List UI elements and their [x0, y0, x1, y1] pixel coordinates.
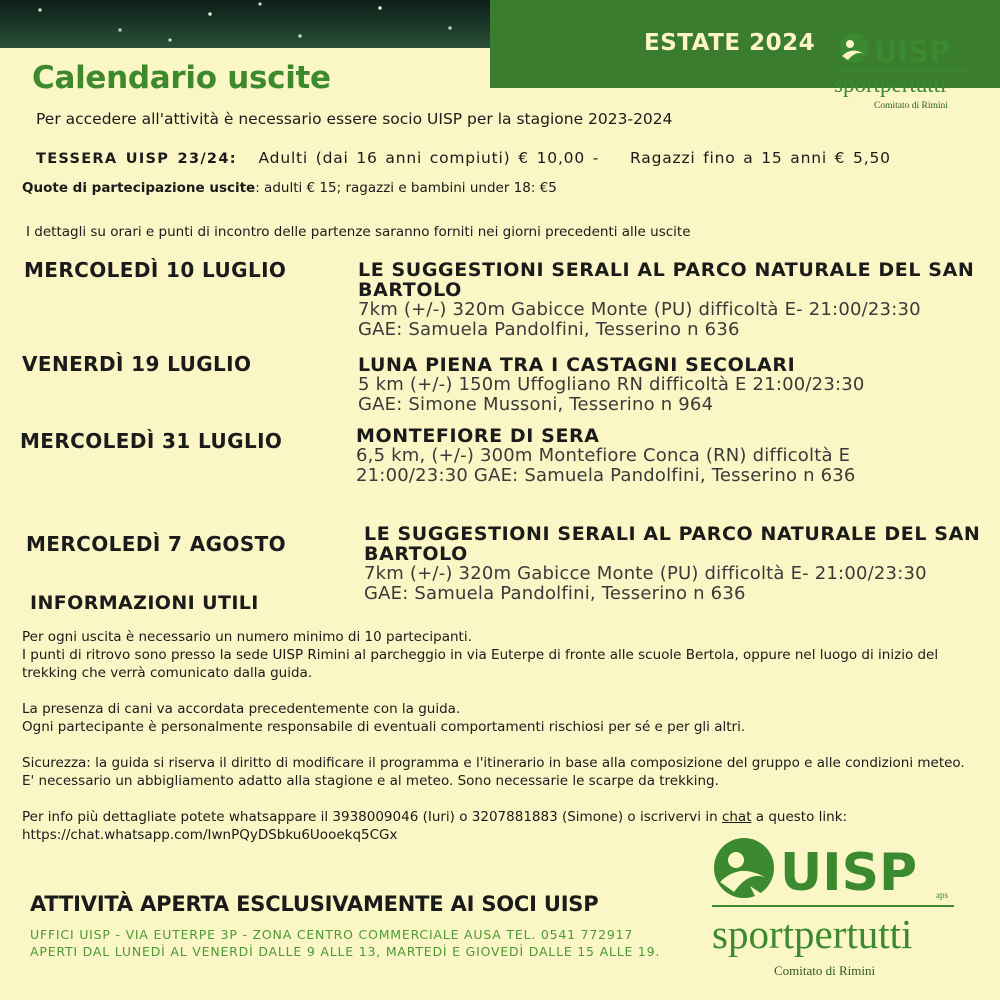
season-label: ESTATE 2024: [644, 30, 816, 56]
fees-text: : adulti € 15; ragazzi e bambini under 18: €5: [255, 180, 557, 196]
info-block: [22, 628, 972, 844]
membership-note: Per accedere all'attività è necessario essere socio UISP per la stagione 2023-2024: [36, 110, 673, 128]
details-note: I dettagli su orari e punti di incontro delle partenze saranno forniti nei giorni precedenti alle uscite: [26, 224, 691, 240]
tessera-label: TESSERA UISP 23/24:: [36, 151, 237, 167]
event-title: LE SUGGESTIONI SERALI AL PARCO NATURALE DEL SAN BARTOLO: [358, 259, 975, 301]
header-photo: [0, 0, 490, 48]
info-heading: INFORMAZIONI UTILI: [30, 592, 259, 614]
runner-icon: [714, 838, 774, 898]
office-address: UFFICI UISP - VIA EUTERPE 3P - ZONA CENTRO COMMERCIALE AUSA TEL. 0541 772917: [30, 927, 634, 942]
logo-aps: aps: [936, 890, 948, 900]
event-guide-line: 21:00/23:30 GAE: Samuela Pandolfini, Tesserino n 636: [356, 465, 856, 486]
event-info-line: 5 km (+/-) 150m Uffogliano RN difficoltà E 21:00/23:30: [358, 374, 865, 395]
uisp-logo-large: [710, 836, 960, 986]
event-title: LE SUGGESTIONI SERALI AL PARCO NATURALE DEL SAN BARTOLO: [364, 523, 981, 565]
chat-link[interactable]: chat: [721, 809, 752, 825]
event-details: [364, 524, 999, 604]
info-min-participants: Per ogni uscita è necessario un numero minimo di 10 partecipanti.: [22, 629, 472, 645]
logo-committee-large: Comitato di Rimini: [774, 963, 876, 978]
event-title: LUNA PIENA TRA I CASTAGNI SECOLARI: [358, 354, 796, 376]
event-guide-line: GAE: Samuela Pandolfini, Tesserino n 636: [358, 319, 740, 340]
event-guide-line: GAE: Simone Mussoni, Tesserino n 964: [358, 394, 714, 415]
info-contact-end: a questo link:: [751, 809, 848, 825]
info-safety: Sicurezza: la guida si riserva il diritto di modificare il programma e l'itinerario in base alla composizione del gruppo e alle condizioni meteo.: [22, 755, 965, 771]
logo-brand-large: UISP: [780, 843, 918, 903]
info-contact-text: Per info più dettagliate potete whatsappare il 3938009046 (Iuri) o 3207881883 (Simone) o iscrivervi in: [22, 809, 722, 825]
info-contact: [22, 808, 972, 826]
tessera-kids: Ragazzi fino a 15 anni € 5,50: [630, 149, 891, 167]
whatsapp-url[interactable]: https://chat.whatsapp.com/IwnPQyDSbku6Uooekq5CGx: [22, 827, 398, 843]
event-date: MERCOLEDÌ 10 LUGLIO: [24, 258, 287, 282]
event-guide-line: GAE: Samuela Pandolfini, Tesserino n 636: [364, 583, 746, 604]
event-details: [358, 260, 993, 340]
event-title: MONTEFIORE DI SERA: [356, 425, 600, 447]
fees-label: Quote di partecipazione uscite: [22, 180, 256, 196]
uisp-logo-small: [834, 30, 974, 114]
event-date: VENERDÌ 19 LUGLIO: [22, 352, 252, 376]
tessera-adults: Adulti (dai 16 anni compiuti) € 10,00 -: [258, 149, 600, 167]
info-meeting-points: I punti di ritrovo sono presso la sede UISP Rimini al parcheggio in via Euterpe di fronte alle scuole Bertola, oppure nel luogo di inizio del trekking che verrà comunicato dalla guida.: [22, 647, 939, 681]
event-info-line: 7km (+/-) 320m Gabicce Monte (PU) difficoltà E- 21:00/23:30: [364, 563, 927, 584]
info-dogs: La presenza di cani va accordata precedentemente con la guida.: [22, 701, 461, 717]
logo-brand-small: UISP: [874, 35, 951, 69]
page-title: Calendario uscite: [32, 60, 331, 96]
office-hours: APERTI DAL LUNEDÌ AL VENERDÌ DALLE 9 ALLE 13, MARTEDÌ E GIOVEDÌ DALLE 15 ALLE 19.: [30, 944, 661, 959]
info-clothing: E' necessario un abbigliamento adatto alla stagione e al meteo. Sono necessarie le scarpe da trekking.: [22, 773, 719, 789]
logo-tagline-small: sportpertutti: [834, 72, 947, 97]
logo-tagline-large: sportpertutti: [712, 911, 913, 957]
office-info: [30, 926, 660, 960]
members-only-banner: ATTIVITÀ APERTA ESCLUSIVAMENTE AI SOCI UISP: [30, 892, 599, 916]
event-details: [358, 355, 993, 415]
event-date: MERCOLEDÌ 7 AGOSTO: [26, 532, 287, 556]
event-details: [356, 426, 956, 486]
info-responsibility: Ogni partecipante è personalmente responsabile di eventuali comportamenti rischiosi per sé e per gli altri.: [22, 719, 746, 735]
event-info-line: 7km (+/-) 320m Gabicce Monte (PU) difficoltà E- 21:00/23:30: [358, 299, 921, 320]
tessera-row: [36, 149, 891, 167]
event-date: MERCOLEDÌ 31 LUGLIO: [20, 429, 283, 453]
fees-row: [22, 180, 557, 196]
runner-icon: [839, 33, 869, 63]
event-info-line: 6,5 km, (+/-) 300m Montefiore Conca (RN) difficoltà E: [356, 445, 851, 466]
logo-committee-small: Comitato di Rimini: [874, 101, 948, 111]
